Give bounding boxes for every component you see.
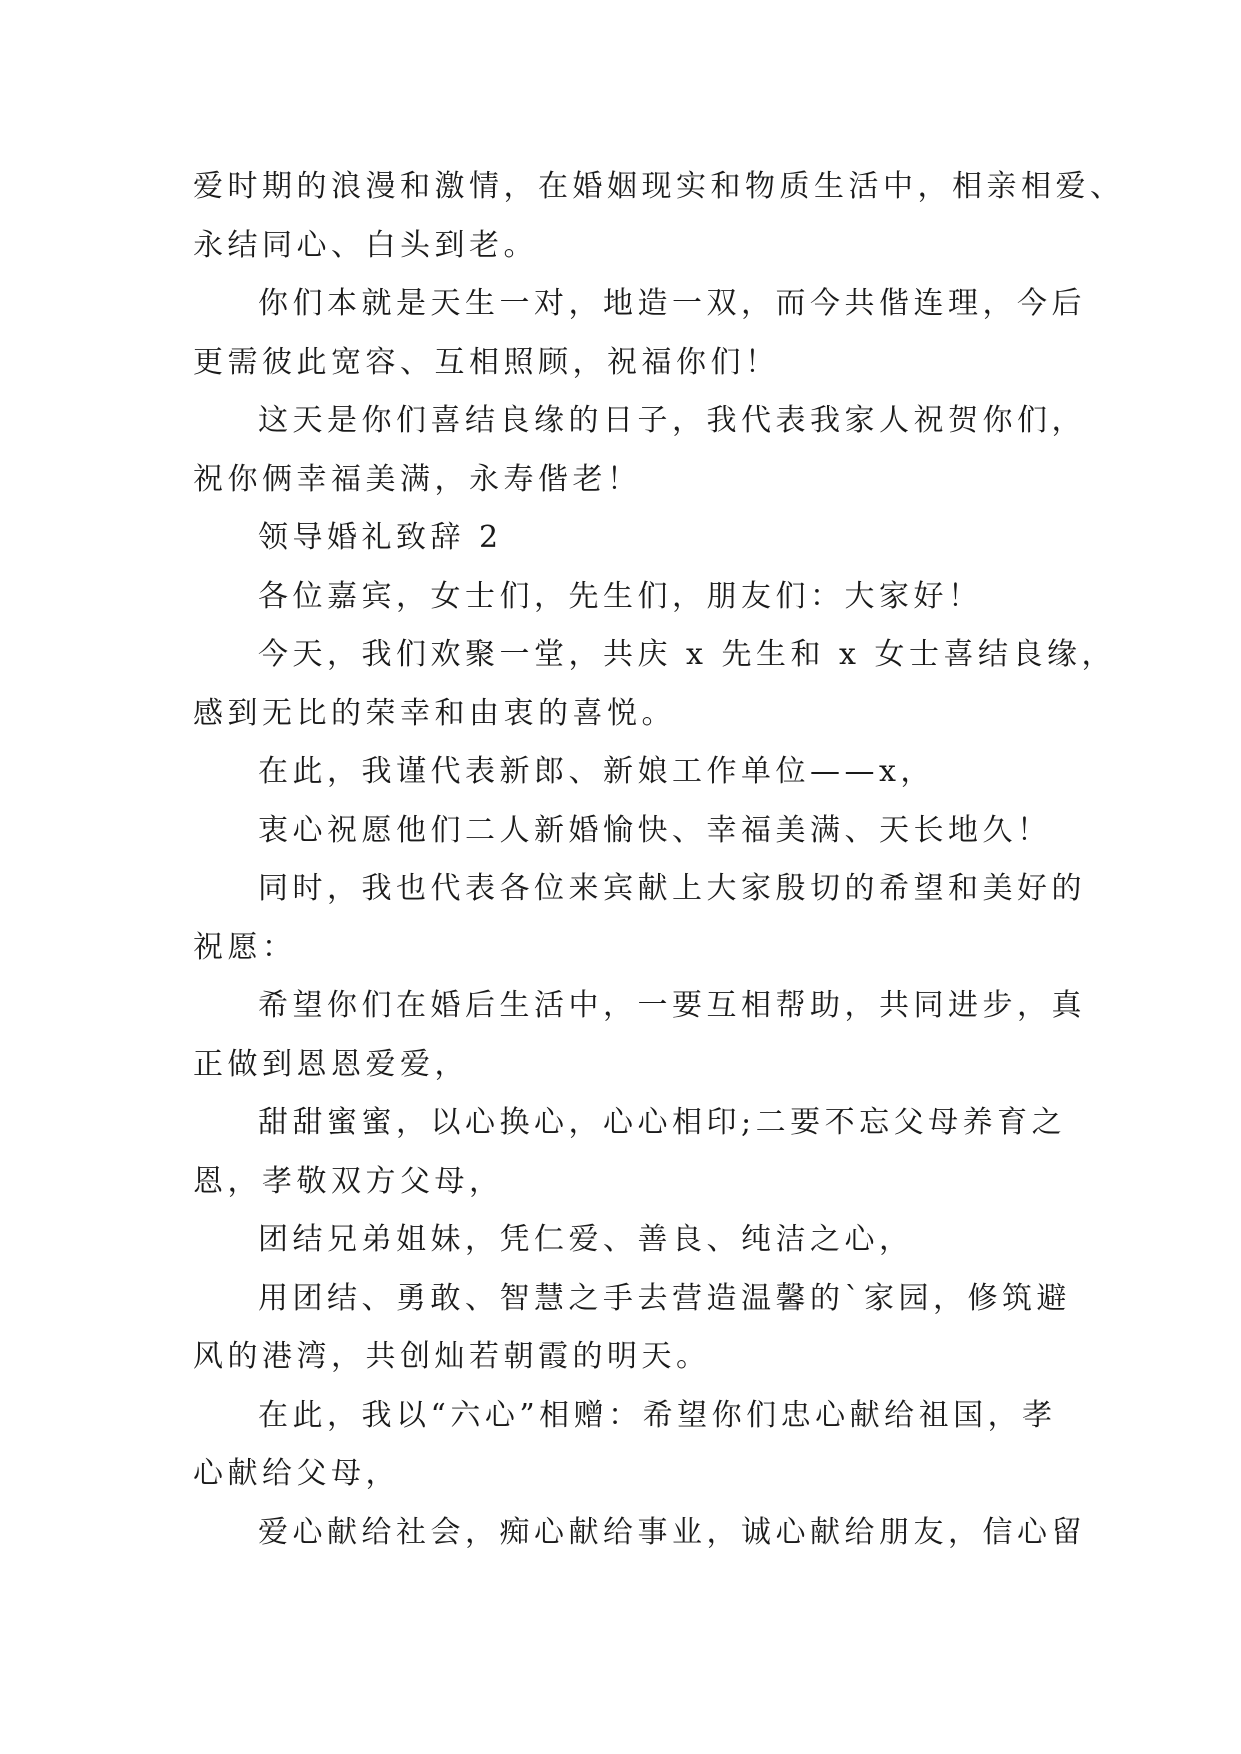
paragraph-start-line: 团结兄弟姐妹，凭仁爱、善良、纯洁之心， [258,1222,914,1257]
paragraph-start-line: 衷心祝愿他们二人新婚愉快、幸福美满、天长地久！ [258,812,1052,848]
text-line: 正做到恩恩爱爱， [193,1046,469,1082]
text-line: 恩，孝敬双方父母， [193,1163,504,1199]
paragraph-start-line: 甜甜蜜蜜，以心换心，心心相印;二要不忘父母养育之 [258,1105,1067,1140]
text-line: 祝愿： [193,929,297,965]
paragraph-start-line: 用团结、勇敢、智慧之手去营造温馨的`家园，修筑避 [258,1280,1071,1316]
text-line: 风的港湾，共创灿若朝霞的明天。 [193,1339,711,1374]
text-line: 感到无比的荣幸和由衷的喜悦。 [193,695,676,731]
greeting-line: 各位嘉宾，女士们，先生们，朋友们：大家好！ [258,578,983,614]
text-line: 心献给父母， [193,1456,400,1491]
paragraph-start-line: 今天，我们欢聚一堂，共庆 x 先生和 x 女士喜结良缘， [258,637,1116,672]
document-body [193,158,1125,1562]
paragraph-start-line: 这天是你们喜结良缘的日子，我代表我家人祝贺你们， [258,403,1086,438]
text-line: 永结同心、白头到老。 [193,227,538,263]
text-line: 更需彼此宽容、互相照顾，祝福你们！ [193,344,780,380]
section-heading: 领导婚礼致辞 2 [258,520,503,555]
paragraph-start-line: 爱心献给社会，痴心献给事业，诚心献给朋友，信心留 [258,1514,1086,1550]
paragraph-start-line: 你们本就是天生一对，地造一双，而今共偕连理，今后 [258,286,1086,321]
paragraph-start-line: 在此，我谨代表新郎、新娘工作单位——x， [258,754,935,789]
paragraph-start-line: 在此，我以“六心”相赠：希望你们忠心献给祖国，孝 [258,1397,1057,1433]
text-line: 爱时期的浪漫和激情，在婚姻现实和物质生活中，相亲相爱、 [193,169,1125,204]
paragraph-start-line: 希望你们在婚后生活中，一要互相帮助，共同进步，真 [258,988,1086,1023]
text-line: 祝你俩幸福美满，永寿偕老！ [193,461,642,497]
paragraph-start-line: 同时，我也代表各位来宾献上大家殷切的希望和美好的 [258,871,1086,906]
